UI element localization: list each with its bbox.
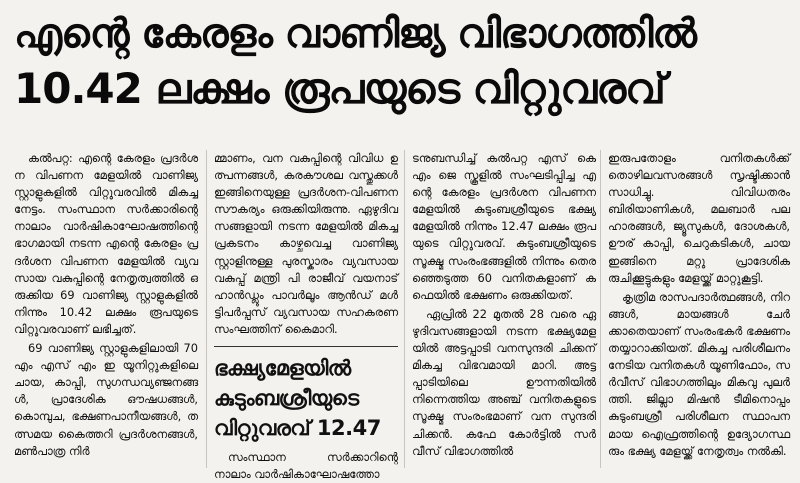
column-divider	[404, 150, 405, 468]
body-paragraph: മ്മാണം, വന വകുപ്പിന്റെ വിവിധ ഉത്പന്നങ്ങൾ, കരകൗശല വസ്തുക്കൾ ഇങ്ങിനെയുള്ള പ്രദർശന-വിപണന സൗകര്യം ഒരുക്കിയിരുന്നു. ഏഴുദിവസങ്ങളായി നടന്ന മേളയിൽ മികച്ച പ്രകടനം കാഴ്ചവെച്ച വാണിജ്യ സ്റ്റാളിനുള്ള പുരസ്കാരം വ്യവസായ വകുപ്പ് മന്ത്രി പി രാജീവ് വയനാട് ഹാൻഡ്ലൂം പാവർലൂം ആൻഡ് മൾട്ടിപർപ്പസ് വ്യവസായ സഹകരണ സംഘത്തിന് കൈമാറി.	[214, 151, 398, 336]
article-column-3	[412, 150, 596, 472]
subheading	[214, 346, 398, 443]
headline-line-2: 10.42 ലക്ഷം രൂപയുടെ വിറ്റുവരവ്	[14, 64, 665, 113]
subheading-line: വിറ്റുവരവ് 12.47	[214, 416, 381, 441]
headline-line-1: എന്റെ കേരളം വാണിജ്യ വിഭാഗത്തിൽ	[14, 11, 696, 57]
body-paragraph: സംസ്ഥാന സർക്കാറിന്റെ നാലാം വാർഷികാഘോഷത്തോ	[214, 450, 398, 482]
body-paragraph: ഇരുപതോളം വനിതകൾക്ക് തൊഴിലവസരങ്ങൾ സൃഷ്ടിക്കാൻ സാധിച്ചു. വിവിധതരം ബിരിയാണികൾ, മലബാർ പലഹാരങ്ങൾ, ജ്യൂസുകൾ, ദോശകൾ, ഊര് കാപ്പി, ചെറുകടികൾ, ചായ ഇങ്ങിനെ മറ്റു പ്രാദേശിക രുചിക്കൂട്ടുകളും മേളയ്ക്ക് മാറ്റുകൂട്ടി.	[608, 151, 790, 285]
body-paragraph: കൽപറ്റ: എന്റെ കേരളം പ്രദർശന വിപണന മേളയിൽ വാണിജ്യ സ്റ്റാളുകളിൽ വിറ്റുവരവിൽ മികച്ച നേട്ടം. സംസ്ഥാന സർക്കാരിന്റെ നാലാം വാർഷികാഘോഷത്തിന്റെ ഭാഗമായി നടന്ന എന്റെ കേരളം പ്രദർശന വിപണന മേളയിൽ വ്യവസായ വകുപ്പിന്റെ നേതൃത്വത്തിൽ ഒരുക്കിയ 69 വാണിജ്യ സ്റ്റാളുകളിൽ നിന്നും 10.42 ലക്ഷം രൂപയുടെ വിറ്റുവരവാണ് ലഭിച്ചത്.	[14, 151, 198, 336]
body-paragraph: 69 വാണിജ്യ സ്റ്റാളുകളിലായി 70 എം എസ് എം ഇ യൂനിറ്റുകളിലെ ചായ, കാപ്പി, സുഗന്ധവ്യഞ്ജനങ്ങൾ, പ്രാദേശിക ഔഷധങ്ങൾ, കൊമ്പുച, ഭക്ഷണപാനീയങ്ങൾ, തത്സമയ കൈത്തറി പ്രദർശനങ്ങൾ, മൺപാത്ര നിർ	[14, 341, 198, 458]
subheading-line: ഭക്ഷ്യമേളയിൽ	[214, 356, 351, 381]
column-divider	[206, 150, 207, 468]
body-paragraph: ഏപ്രിൽ 22 മുതൽ 28 വരെ ഏഴുദിവസങ്ങളായി നടന്ന ഭക്ഷ്യമേളയിൽ അട്ടപ്പാടി വനസുന്ദരി ചിക്കന് മികച്ച വിഭവമായി മാറി. അട്ടപ്പാടിയിലെ ഊന്നതിയിൽ നിന്നെത്തിയ അഞ്ച് വനിതകളുടെ സൂക്ഷ്മ സംരംഭമാണ് വന സുന്ദരി ചിക്കൻ. കഫേ കോർട്ടിൽ സർവീസ് വിഭാഗത്തിൽ	[412, 306, 596, 458]
subheading-line: കുടുംബശ്രീയുടെ	[214, 386, 359, 411]
article-column-4	[608, 150, 790, 472]
column-divider	[600, 150, 601, 468]
article-column-2	[214, 150, 398, 482]
body-paragraph: ടനുബന്ധിച്ച് കൽപറ്റ എസ് കെ എം ജെ സ്കൂളിൽ സംഘടിപ്പിച്ച എന്റെ കേരളം പ്രദർശന വിപണന മേളയിൽ കുടുംബശ്രീയുടെ ഭക്ഷ്യമേളയിൽ നിന്നും 12.47 ലക്ഷം രൂപയുടെ വിറ്റുവരവ്. കുടുംബശ്രീയുടെ സൂക്ഷ്മ സംരംഭങ്ങളിൽ നിന്നും തെരഞ്ഞെടുത്ത 60 വനിതകളാണ് കഫെയിൽ ഭക്ഷണം ഒരുക്കിയത്.	[412, 151, 596, 302]
body-paragraph: കൃത്രിമ രാസപദാർത്ഥങ്ങൾ, നിറങ്ങൾ, മായങ്ങൾ ചേർക്കാതെയാണ് സംരംഭകർ ഭക്ഷണം തയ്യാറാക്കിയത്. മികച്ച പരിശീലനം നേടിയ വനിതകൾ യൂണിഫോം, സർവീസ് വിഭാഗത്തിലും മികവു പുലർത്തി. ജില്ലാ മിഷൻ ടീമിനൊപ്പം കുടുംബശ്രീ പരിശീലന സ്ഥാപനമായ ഐഫ്രത്തിന്റെ ഉദ്യോഗസ്ഥരും ഭക്ഷ്യ മേളയ്ക്ക് നേതൃത്വം നൽകി.	[608, 289, 790, 458]
article-column-1	[14, 150, 198, 472]
